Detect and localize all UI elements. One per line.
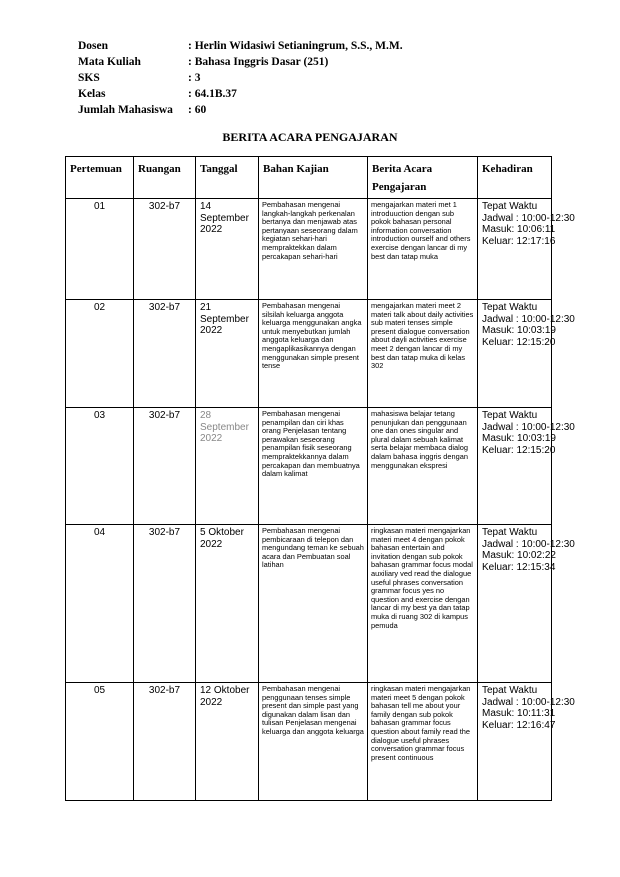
attendance-schedule: Jadwal : 10:00-12:30 bbox=[482, 212, 575, 224]
attendance-schedule: Jadwal : 10:00-12:30 bbox=[482, 421, 575, 433]
attendance-schedule: Jadwal : 10:00-12:30 bbox=[482, 313, 575, 325]
date-text: 28 September 2022 bbox=[200, 410, 249, 444]
teaching-report-table bbox=[65, 156, 575, 801]
meeting-cell: 04 bbox=[66, 525, 134, 683]
report-cell: ringkasan materi mengajarkan materi meet 4 dengan pokok bahasan entertain and invitation dengan sub pokok bahasan grammar focus modal auxiliary ved read the dialogue useful phrases conversation grammar focus yes no question and exercise dengan lancar di my best ya dan tatap muka di ruang 302 di kampus pemuda bbox=[368, 525, 478, 683]
column-header-room: Ruangan bbox=[134, 157, 196, 199]
column-header-meeting: Pertemuan bbox=[66, 157, 134, 199]
attendance-in: Masuk: 10:03:19 bbox=[482, 325, 556, 337]
meeting-cell: 01 bbox=[66, 199, 134, 300]
column-header-report: Berita Acara Pengajaran bbox=[368, 157, 478, 199]
attendance-schedule: Jadwal : 10:00-12:30 bbox=[482, 696, 575, 708]
room-cell: 302-b7 bbox=[134, 683, 196, 801]
date-cell: 21 September 2022 bbox=[196, 300, 259, 408]
table-row bbox=[66, 683, 552, 801]
info-value: : Bahasa Inggris Dasar (251) bbox=[188, 56, 329, 68]
meeting-cell: 03 bbox=[66, 408, 134, 525]
info-row-course bbox=[78, 54, 403, 70]
attendance-status: Tepat Waktu bbox=[482, 685, 538, 696]
attendance-cell bbox=[478, 683, 575, 801]
room-cell: 302-b7 bbox=[134, 199, 196, 300]
meeting-cell: 02 bbox=[66, 300, 134, 408]
attendance-out: Keluar: 12:15:20 bbox=[482, 444, 556, 456]
attendance-status: Tepat Waktu bbox=[482, 302, 538, 313]
info-value: : 60 bbox=[188, 104, 207, 116]
material-cell: Pembahasan mengenai penggunaan tenses simple present dan simple past yang digunakan dalam lisan dan tulisan Penjelasan mengenai keluarga dan anggota keluarga bbox=[259, 683, 368, 801]
report-cell: ringkasan materi mengajarkan materi meet 5 dengan pokok bahasan tell me about your family dengan sub pokok bahasan grammar focus question about family read the dialogue useful phrases conversation grammar focus present continuous bbox=[368, 683, 478, 801]
info-value: : 3 bbox=[188, 72, 201, 84]
attendance-out: Keluar: 12:15:20 bbox=[482, 336, 556, 348]
info-label: Jumlah Mahasiswa bbox=[78, 104, 173, 116]
attendance-out: Keluar: 12:17:16 bbox=[482, 235, 556, 247]
room-cell: 302-b7 bbox=[134, 408, 196, 525]
column-header-attendance: Kehadiran bbox=[478, 157, 552, 199]
attendance-in: Masuk: 10:06:11 bbox=[482, 224, 556, 236]
attendance-out: Keluar: 12:15:34 bbox=[482, 561, 556, 573]
attendance-cell bbox=[478, 408, 575, 525]
info-value: : Herlin Widasiwi Setianingrum, S.S., M.M. bbox=[188, 40, 403, 52]
room-cell: 302-b7 bbox=[134, 300, 196, 408]
info-label: Kelas bbox=[78, 88, 106, 100]
course-info bbox=[78, 38, 403, 118]
date-cell: 12 Oktober 2022 bbox=[196, 683, 259, 801]
info-label: SKS bbox=[78, 72, 100, 84]
table-row bbox=[66, 199, 552, 300]
column-header-date: Tanggal bbox=[196, 157, 259, 199]
info-label: Dosen bbox=[78, 40, 109, 52]
table-row bbox=[66, 408, 552, 525]
material-cell: Pembahasan mengenai pembicaraan di telepon dan mengundang teman ke sebuah acara dan Pembuatan soal latihan bbox=[259, 525, 368, 683]
table-row bbox=[66, 525, 552, 683]
material-cell: Pembahasan mengenai penampilan dan ciri khas orang Penjelasan tentang perawakan seseorang penampilan fisik seseorang mempraktekkannya dalam percakapan dan membuatnya dalam kalimat bbox=[259, 408, 368, 525]
date-cell: 14 September 2022 bbox=[196, 199, 259, 300]
date-cell bbox=[196, 408, 259, 525]
date-cell: 5 Oktober 2022 bbox=[196, 525, 259, 683]
report-cell: mahasiswa belajar tetang penunjukan dan penggunaan one dan ones singular and plural dalam sebuah kalimat serta belajar membaca dialog dalam bahasa inggris dengan menggunakan ekspresi bbox=[368, 408, 478, 525]
attendance-in: Masuk: 10:11:31 bbox=[482, 708, 556, 720]
document-title: BERITA ACARA PENGAJARAN bbox=[222, 130, 398, 144]
column-header-material: Bahan Kajian bbox=[259, 157, 368, 199]
room-cell: 302-b7 bbox=[134, 525, 196, 683]
attendance-cell bbox=[478, 300, 575, 408]
info-row-lecturer bbox=[78, 38, 403, 54]
attendance-status: Tepat Waktu bbox=[482, 410, 538, 421]
attendance-cell bbox=[478, 525, 575, 683]
material-cell: Pembahasan mengenai langkah-langkah perkenalan bertanya dan menjawab atas pertanyaan seseorang dalam kegiatan sehari-hari mempraktekkan dalam percakapan sehari-hari bbox=[259, 199, 368, 300]
material-cell: Pembahasan mengenai silsilah keluarga anggota keluarga menggunakan angka untuk menyebutkan jumlah anggota keluarga dan mengaplikasikannya dengan menggunakan simple present tense bbox=[259, 300, 368, 408]
attendance-cell bbox=[478, 199, 575, 300]
attendance-schedule: Jadwal : 10:00-12:30 bbox=[482, 538, 575, 550]
attendance-in: Masuk: 10:02:22 bbox=[482, 550, 556, 562]
report-cell: mengajarkan materi meet 2 materi talk about daily activities sub materi tenses simple present dialogue conversation about dayli activities exercise meet 2 dengan lancar di my best dan tatap muka di kelas 302 bbox=[368, 300, 478, 408]
info-row-credits bbox=[78, 70, 403, 86]
info-label: Mata Kuliah bbox=[78, 56, 141, 68]
table-row bbox=[66, 300, 552, 408]
attendance-in: Masuk: 10:03:19 bbox=[482, 433, 556, 445]
attendance-out: Keluar: 12:16:47 bbox=[482, 719, 556, 731]
meeting-cell: 05 bbox=[66, 683, 134, 801]
report-cell: mengajarkan materi met 1 introduuction dengan sub pokok bahasan personal information conversation introduction ourself and others exercise dengan lancar di my best dan tatap muka bbox=[368, 199, 478, 300]
attendance-status: Tepat Waktu bbox=[482, 527, 538, 538]
attendance-status: Tepat Waktu bbox=[482, 201, 538, 212]
info-value: : 64.1B.37 bbox=[188, 88, 237, 100]
table-header-row bbox=[66, 157, 552, 199]
info-row-class bbox=[78, 86, 403, 102]
info-row-students bbox=[78, 102, 403, 118]
